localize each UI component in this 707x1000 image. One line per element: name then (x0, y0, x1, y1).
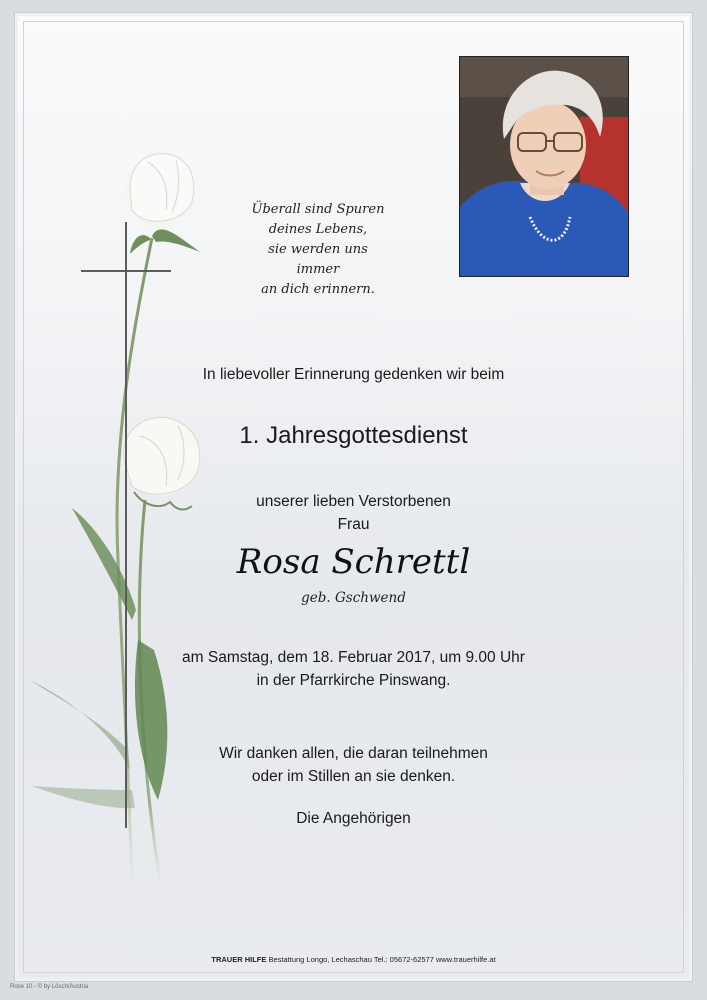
quote-line: deines Lebens, (268, 222, 368, 237)
thanks-line: Wir danken allen, die daran teilnehmen (219, 745, 488, 762)
maiden-name: geb. Gschwend (301, 590, 406, 606)
quote-line: Überall sind Spuren (251, 202, 385, 217)
cross-horizontal-bar (81, 270, 171, 272)
service-date: am Samstag, dem 18. Februar 2017, um 9.00 Uhr (182, 649, 525, 666)
image-credit: Rose 10 - © by Lösch/Austria (10, 984, 89, 990)
quote-line: an dich erinnern. (261, 282, 375, 297)
service-date-location (0, 646, 707, 692)
salutation: Frau (337, 516, 370, 533)
service-location: in der Pfarrkirche Pinswang. (256, 672, 451, 689)
deceased-name: Rosa Schrettl (236, 542, 471, 582)
footer-brand: TRAUER HILFE (211, 955, 267, 964)
deceased-subtitle: unserer lieben Verstorbenen (256, 493, 451, 510)
ceremony-title: 1. Jahresgottesdienst (239, 422, 468, 449)
signoff: Die Angehörigen (296, 810, 411, 827)
portrait-photo (459, 56, 629, 277)
thanks-message (0, 742, 707, 788)
footer-details: Bestattung Longo, Lechaschau Tel.: 05672-62577 www.trauerhilfe.at (268, 955, 496, 964)
quote-line: sie werden uns immer (268, 242, 368, 277)
thanks-line: oder im Stillen an sie denken. (251, 768, 456, 785)
memorial-quote (248, 200, 388, 300)
intro-line: In liebevoller Erinnerung gedenken wir beim (202, 366, 505, 383)
footer (0, 955, 707, 964)
